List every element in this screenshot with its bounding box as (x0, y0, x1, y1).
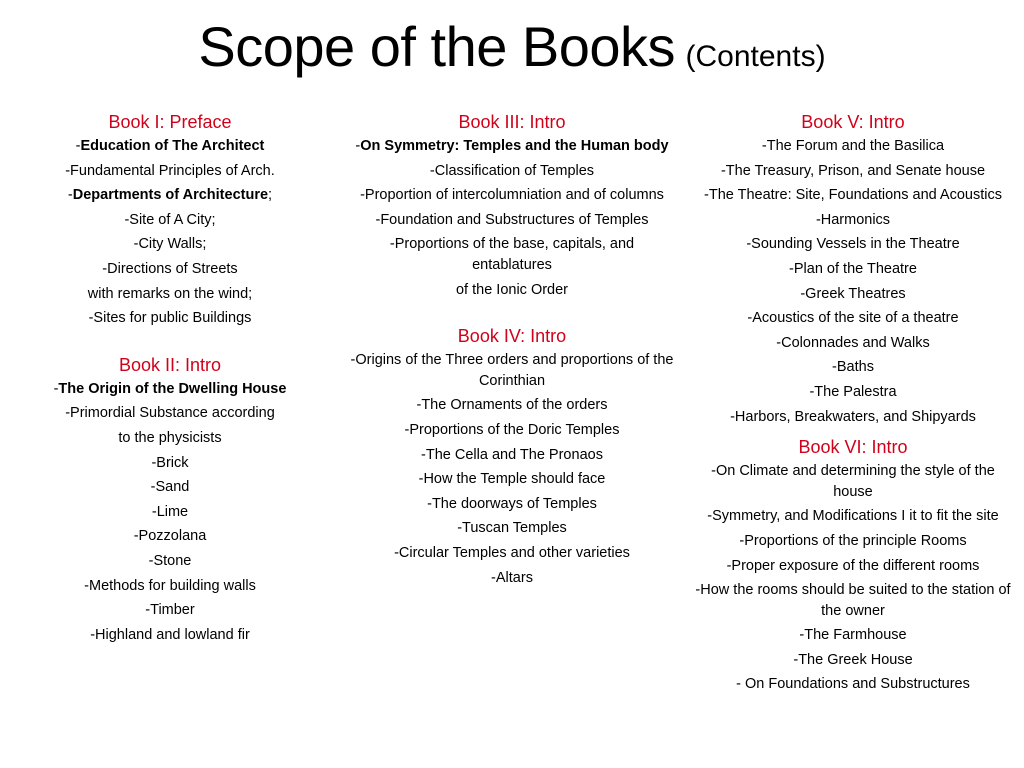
list-item-text: -Fundamental Principles of Arch. (65, 162, 275, 179)
list-item (350, 420, 674, 441)
list-item-text: -Primordial Substance according (65, 405, 275, 422)
list-item (30, 551, 310, 572)
list-item-text: -The Palestra (809, 383, 897, 400)
book2-list (30, 379, 310, 646)
list-item-text: with remarks on the wind; (87, 285, 253, 302)
book3-list (350, 136, 674, 300)
list-item-text: -Proportion of intercolumniation and of columns (360, 187, 664, 204)
list-item (30, 185, 310, 206)
list-item-text: -Acoustics of the site of a theatre (747, 310, 959, 327)
list-item (350, 185, 674, 206)
list-item (30, 308, 310, 329)
list-item (690, 650, 1016, 671)
list-item-text: -How the rooms should be suited to the station of the owner (695, 582, 1011, 619)
list-item-text: -Site of A City; (124, 211, 216, 228)
list-item (350, 280, 674, 301)
list-item (30, 259, 310, 280)
list-item-text: -Highland and lowland fir (90, 626, 250, 643)
list-item (690, 580, 1016, 621)
list-item-text: -The Treasury, Prison, and Senate house (720, 162, 986, 179)
list-item-text: -Plan of the Theatre (789, 260, 917, 277)
list-item (350, 161, 674, 182)
list-item-text: -Foundation and Substructures of Temples (375, 211, 649, 228)
list-item (350, 136, 674, 157)
list-item-bold-text: Education of The Architect (80, 138, 265, 154)
list-item (350, 350, 674, 391)
list-item-text: -Circular Temples and other varieties (394, 544, 630, 561)
list-item-text: - (67, 187, 73, 204)
list-item (690, 284, 1016, 305)
list-item (690, 161, 1016, 182)
list-item (350, 543, 674, 564)
list-item (30, 161, 310, 182)
list-item (690, 625, 1016, 646)
list-item-text: -Stone (148, 552, 192, 569)
list-item (350, 210, 674, 231)
list-item (30, 600, 310, 621)
list-item-text: -Classification of Temples (429, 162, 595, 179)
list-item-text: - (53, 380, 59, 397)
list-item-suffix: ; (268, 187, 273, 204)
list-item-text: -On Climate and determining the style of the house (711, 463, 995, 500)
list-item (30, 502, 310, 523)
list-item-text: -Altars (491, 569, 533, 586)
list-item (690, 136, 1016, 157)
slide-title-sub: (Contents) (685, 40, 826, 73)
list-item-text: -Proportions of the principle Rooms (739, 532, 967, 549)
list-item-text: -Directions of Streets (102, 260, 238, 277)
list-item-text: -The Greek House (793, 651, 913, 668)
list-item (350, 494, 674, 515)
list-item-text: -The Theatre: Site, Foundations and Acoustics (704, 187, 1002, 204)
column-left (30, 110, 310, 649)
list-item (350, 469, 674, 490)
book6-heading: Book VI: Intro (798, 437, 908, 458)
book1-list (30, 136, 310, 329)
list-item (690, 531, 1016, 552)
list-item-text: - (355, 138, 361, 154)
book5-heading: Book V: Intro (801, 112, 905, 132)
list-item-text: -Proportions of the base, capitals, and entablatures (389, 236, 635, 273)
list-item (690, 259, 1016, 280)
list-item-text: -How the Temple should face (418, 471, 606, 488)
list-item-text: -Harbors, Breakwaters, and Shipyards (730, 408, 976, 425)
list-item-text: -Brick (151, 454, 189, 471)
book4-heading: Book IV: Intro (457, 326, 567, 347)
list-item (690, 308, 1016, 329)
list-item-text: -Tuscan Temples (457, 520, 567, 537)
column-right (690, 110, 1016, 699)
list-item (30, 428, 310, 449)
list-item-text: -Sounding Vessels in the Theatre (746, 236, 960, 253)
list-item (690, 210, 1016, 231)
slide-title-main: Scope of the Books (198, 15, 676, 78)
list-item (30, 379, 310, 400)
list-item (30, 136, 310, 157)
list-item (350, 568, 674, 589)
list-item-text: -The Forum and the Basilica (761, 138, 945, 154)
list-item-text: -Sites for public Buildings (88, 310, 252, 327)
book3-heading: Book III: Intro (458, 112, 566, 132)
list-item (690, 674, 1016, 695)
list-item (30, 453, 310, 474)
column-middle (350, 110, 674, 592)
list-item-text: to the physicists (118, 429, 222, 446)
list-item-text: -Baths (832, 359, 874, 376)
list-item-bold-text: Departments of Architecture (72, 187, 269, 204)
list-item (690, 185, 1016, 206)
list-item-text: -Methods for building walls (84, 577, 256, 594)
list-item (30, 477, 310, 498)
list-item-text: -The doorways of Temples (427, 495, 597, 512)
list-item (690, 407, 1016, 428)
list-item-text: - On Foundations and Substructures (736, 676, 970, 693)
list-item-text: -Lime (151, 503, 189, 520)
list-item-text: -Greek Theatres (800, 285, 906, 302)
book1-heading: Book I: Preface (108, 112, 232, 132)
list-item-bold-text: The Origin of the Dwelling House (58, 380, 287, 397)
list-item-bold-text: On Symmetry: Temples and the Human body (360, 138, 669, 154)
list-item-text: - (75, 138, 81, 154)
list-item (350, 445, 674, 466)
list-item-text: -Colonnades and Walks (776, 334, 930, 351)
list-item (690, 506, 1016, 527)
book4-list (350, 350, 674, 588)
list-item (30, 210, 310, 231)
book2-heading: Book II: Intro (118, 354, 222, 375)
list-item (350, 234, 674, 275)
list-item-text: of the Ionic Order (455, 281, 569, 298)
list-item (690, 234, 1016, 255)
list-item (690, 556, 1016, 577)
list-item (350, 518, 674, 539)
list-item-text: -Symmetry, and Modifications I it to fit the site (707, 508, 999, 525)
list-item-text: -The Farmhouse (799, 627, 907, 644)
list-item-text: -City Walls; (133, 236, 207, 253)
list-item-text: -The Cella and The Pronaos (421, 446, 603, 463)
list-item-text: -Proper exposure of the different rooms (726, 557, 980, 574)
list-item (30, 284, 310, 305)
slide-title (0, 14, 1024, 79)
list-item-text: -Timber (145, 602, 195, 619)
list-item (690, 461, 1016, 502)
list-item (30, 625, 310, 646)
list-item (30, 403, 310, 424)
list-item-text: -The Ornaments of the orders (416, 397, 608, 414)
list-item (30, 576, 310, 597)
list-item-text: -Harmonics (815, 211, 891, 228)
list-item-text: -Proportions of the Doric Temples (404, 421, 620, 438)
list-item-text: -Origins of the Three orders and proportions of the Corinthian (350, 352, 674, 389)
list-item (350, 395, 674, 416)
list-item-text: -Sand (150, 479, 190, 496)
list-item-text: -Pozzolana (133, 528, 207, 545)
list-item (690, 333, 1016, 354)
book5-list (690, 136, 1016, 427)
list-item (30, 234, 310, 255)
list-item (690, 382, 1016, 403)
list-item (30, 526, 310, 547)
list-item (690, 357, 1016, 378)
book6-list (690, 461, 1016, 695)
